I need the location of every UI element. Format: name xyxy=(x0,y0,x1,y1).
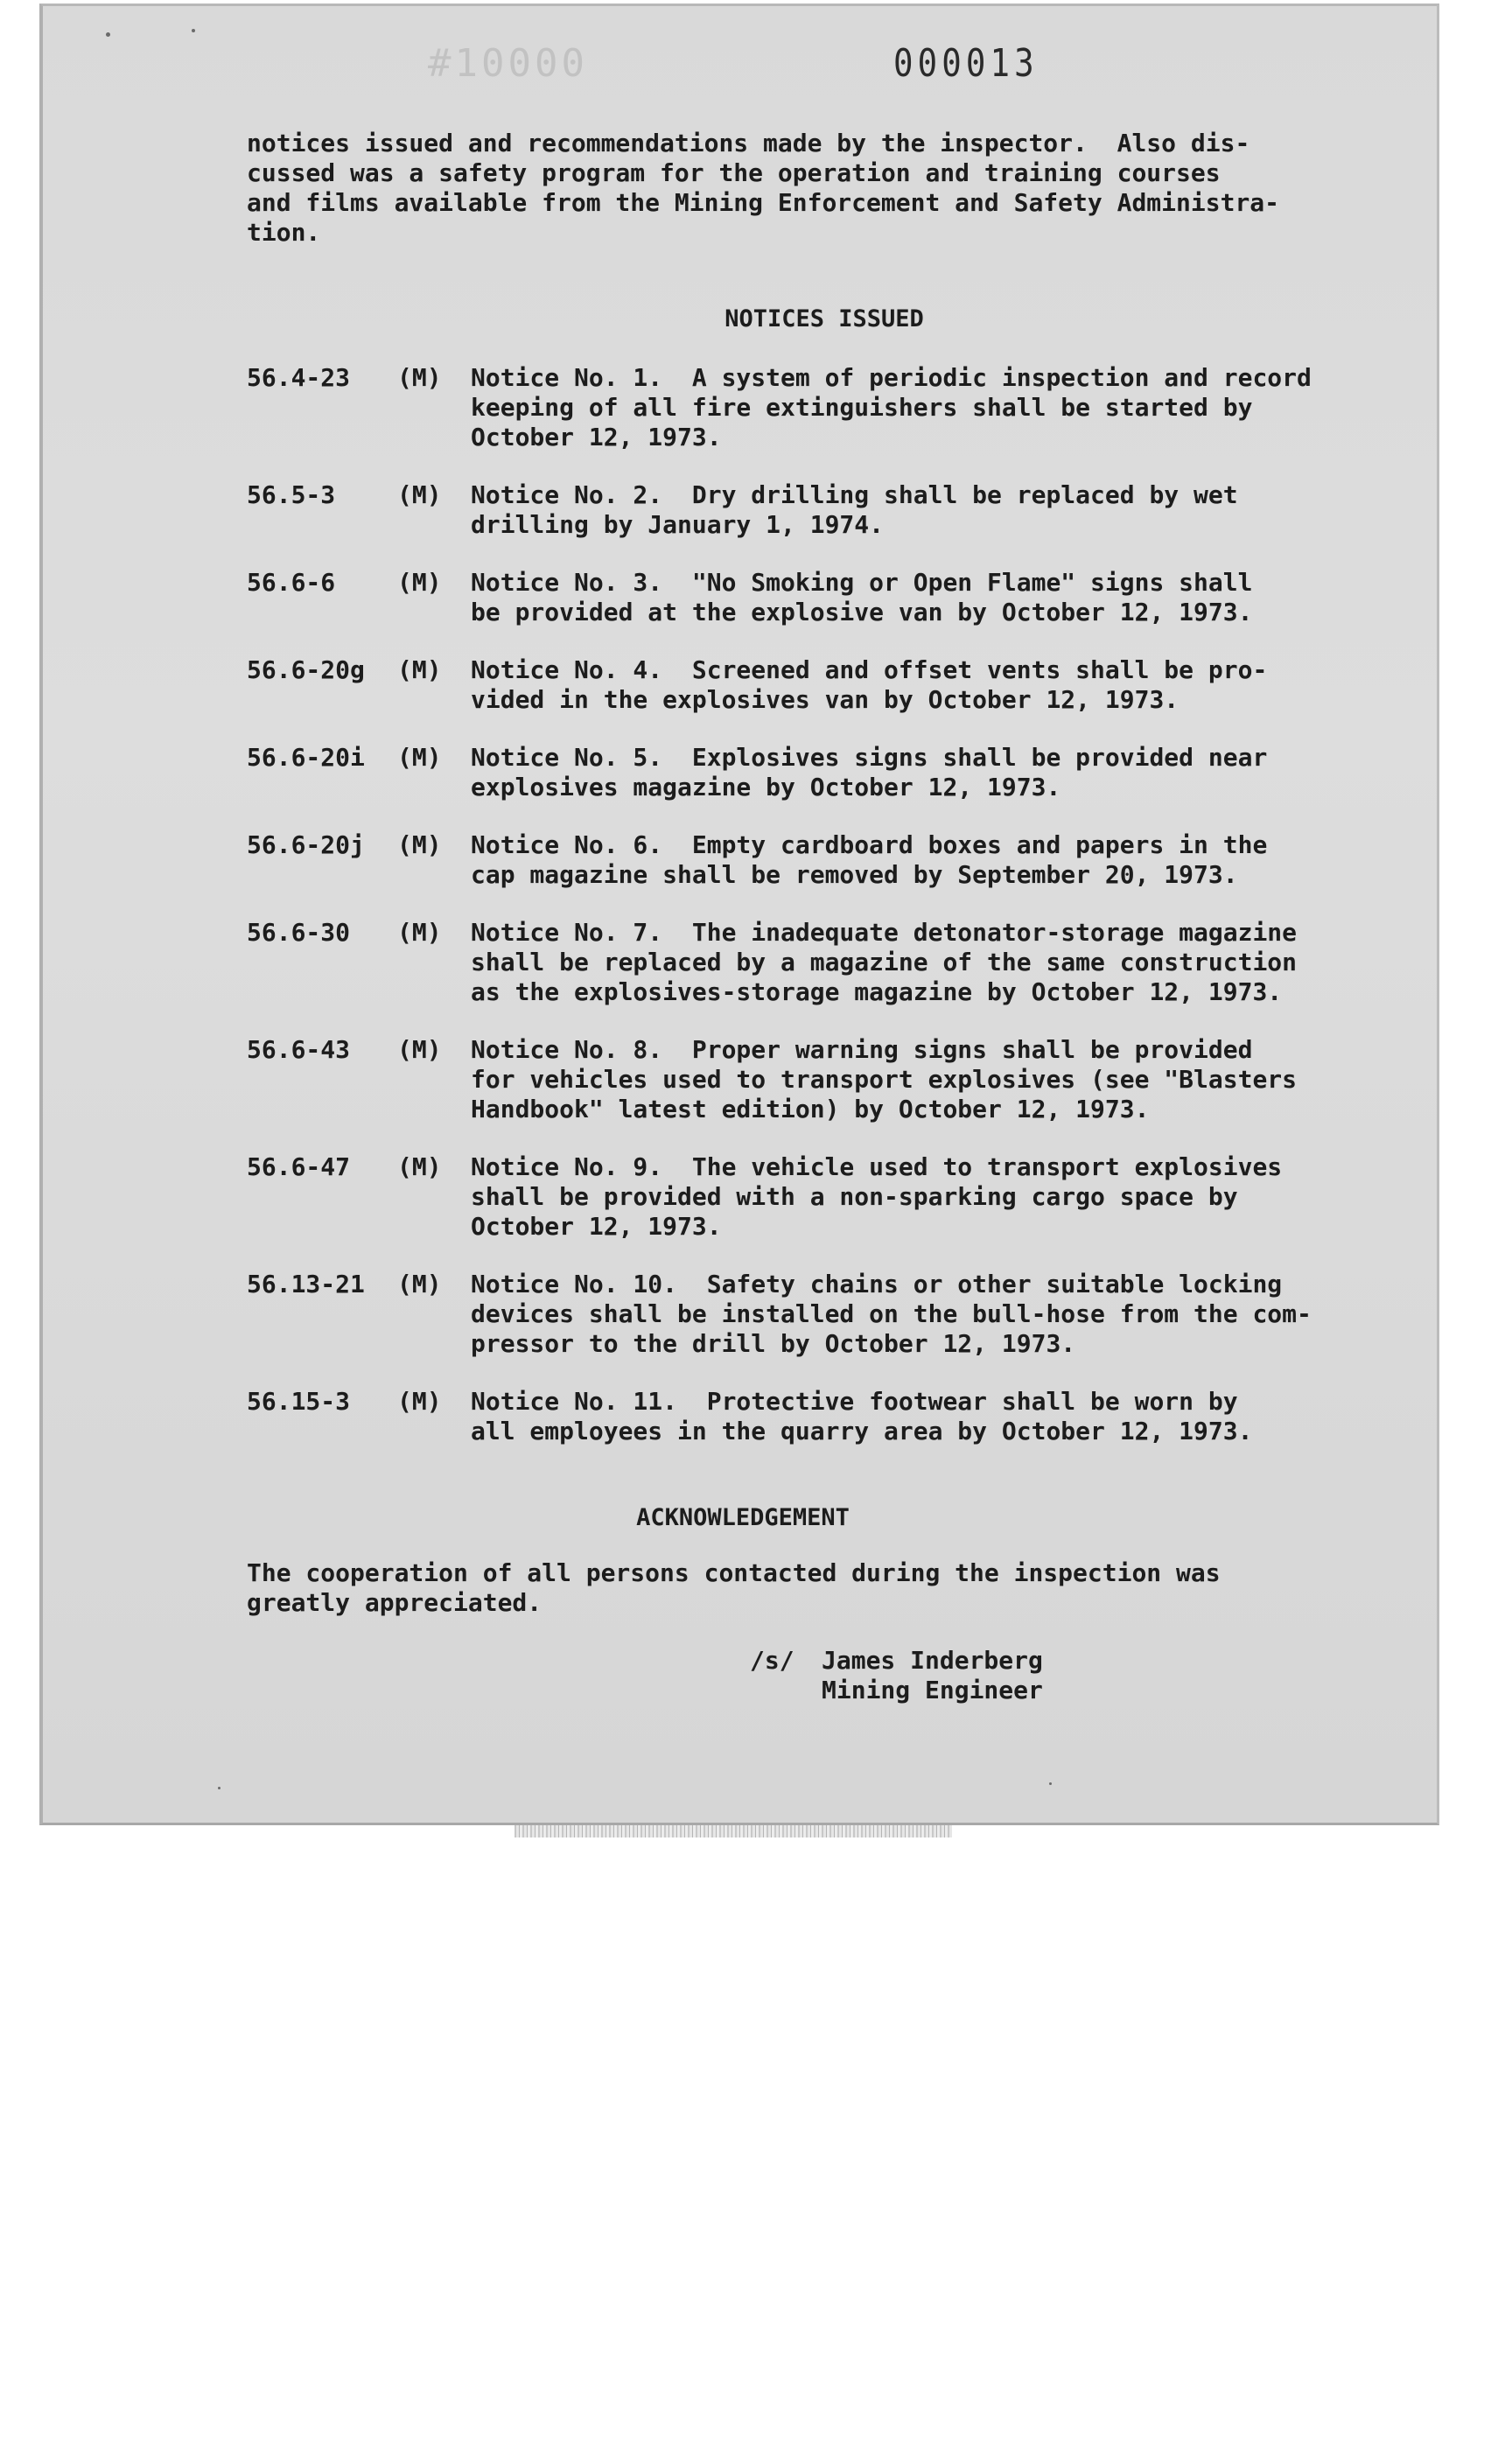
notice-item xyxy=(247,1152,1402,1242)
notice-text: Notice No. 2. Dry drilling shall be replaced by wet drilling by January 1, 1974. xyxy=(471,480,1238,539)
notice-class: (M) xyxy=(397,363,442,392)
notice-code: 56.6-30 xyxy=(247,918,351,947)
signature-title: Mining Engineer xyxy=(822,1676,1043,1704)
notice-class: (M) xyxy=(397,830,442,859)
notice-code: 56.4-23 xyxy=(247,363,351,392)
notice-code: 56.6-20g xyxy=(247,655,365,684)
notice-item xyxy=(247,918,1402,1007)
notice-code: 56.5-3 xyxy=(247,480,336,509)
notice-class: (M) xyxy=(397,1387,442,1416)
notice-text: Notice No. 10. Safety chains or other suitable locking devices shall be installed on the bull-hose from the com- pressor to the drill by October 12, 1973. xyxy=(471,1270,1312,1358)
notice-item xyxy=(247,655,1402,715)
notice-text: Notice No. 8. Proper warning signs shall be provided for vehicles used to transport explosives (see "Blasters Handbook" latest edition) by October 12, 1973. xyxy=(471,1035,1298,1124)
signature-block xyxy=(750,1646,1043,1705)
notice-code: 56.6-20j xyxy=(247,830,365,859)
notice-item xyxy=(247,1387,1402,1446)
notice-class: (M) xyxy=(397,743,442,772)
notice-item xyxy=(247,830,1402,890)
faded-stamp-number: #10000 xyxy=(428,41,588,86)
notice-class: (M) xyxy=(397,1035,442,1064)
notice-text: Notice No. 1. A system of periodic inspection and record keeping of all fire extinguishers shall be started by October 12, 1973. xyxy=(471,363,1312,452)
scanner-edge-strip xyxy=(514,1825,952,1838)
notice-text: Notice No. 6. Empty cardboard boxes and papers in the cap magazine shall be removed by September 20, 1973. xyxy=(471,830,1268,889)
notice-class: (M) xyxy=(397,1152,442,1181)
acknowledgement-heading: ACKNOWLEDGEMENT xyxy=(636,1504,850,1531)
notice-text: Notice No. 3. "No Smoking or Open Flame" signs shall be provided at the explosive van by October 12, 1973. xyxy=(471,568,1253,626)
notice-item xyxy=(247,568,1402,627)
notice-code: 56.6-43 xyxy=(247,1035,351,1064)
notice-code: 56.6-47 xyxy=(247,1152,351,1181)
notice-item xyxy=(247,363,1402,452)
scan-speck xyxy=(106,32,110,37)
signature-name: James Inderberg xyxy=(822,1646,1043,1675)
scanned-page xyxy=(39,4,1439,1825)
intro-line: notices issued and recommendations made by the inspector. Also dis- xyxy=(247,129,1250,158)
notice-code: 56.15-3 xyxy=(247,1387,351,1416)
acknowledgement-text: The cooperation of all persons contacted during the inspection was greatly appreciated. xyxy=(247,1558,1221,1617)
scan-speck xyxy=(192,29,195,32)
notices-list xyxy=(247,363,1402,1446)
notice-class: (M) xyxy=(397,918,442,947)
notice-text: Notice No. 4. Screened and offset vents shall be pro- vided in the explosives van by October 12, 1973. xyxy=(471,655,1268,714)
notice-class: (M) xyxy=(397,1270,442,1298)
notice-text: Notice No. 5. Explosives signs shall be provided near explosives magazine by October 12, 1973. xyxy=(471,743,1268,802)
intro-line: tion. xyxy=(247,218,321,247)
intro-line: cussed was a safety program for the operation and training courses xyxy=(247,158,1221,187)
notice-code: 56.6-6 xyxy=(247,568,336,597)
intro-paragraph xyxy=(247,129,1384,248)
signature-mark: /s/ xyxy=(750,1646,794,1675)
notice-text: Notice No. 9. The vehicle used to transport explosives shall be provided with a non-sparking cargo space by October 12, 1973. xyxy=(471,1152,1283,1241)
notice-class: (M) xyxy=(397,480,442,509)
notice-item xyxy=(247,480,1402,540)
notice-class: (M) xyxy=(397,655,442,684)
intro-line: and films available from the Mining Enforcement and Safety Administra- xyxy=(247,188,1280,217)
notice-code: 56.13-21 xyxy=(247,1270,365,1298)
scan-speck xyxy=(1049,1782,1052,1785)
notice-item xyxy=(247,743,1402,802)
notices-heading: NOTICES ISSUED xyxy=(724,305,924,332)
notice-item xyxy=(247,1035,1402,1124)
notice-class: (M) xyxy=(397,568,442,597)
scan-speck xyxy=(218,1787,220,1789)
notice-item xyxy=(247,1270,1402,1359)
notice-text: Notice No. 11. Protective footwear shall be worn by all employees in the quarry area by October 12, 1973. xyxy=(471,1387,1253,1446)
page-number: 000013 xyxy=(893,41,1039,86)
notice-code: 56.6-20i xyxy=(247,743,365,772)
notice-text: Notice No. 7. The inadequate detonator-storage magazine shall be replaced by a magazine of the same construction as the explosives-storage magazine by October 12, 1973. xyxy=(471,918,1298,1006)
